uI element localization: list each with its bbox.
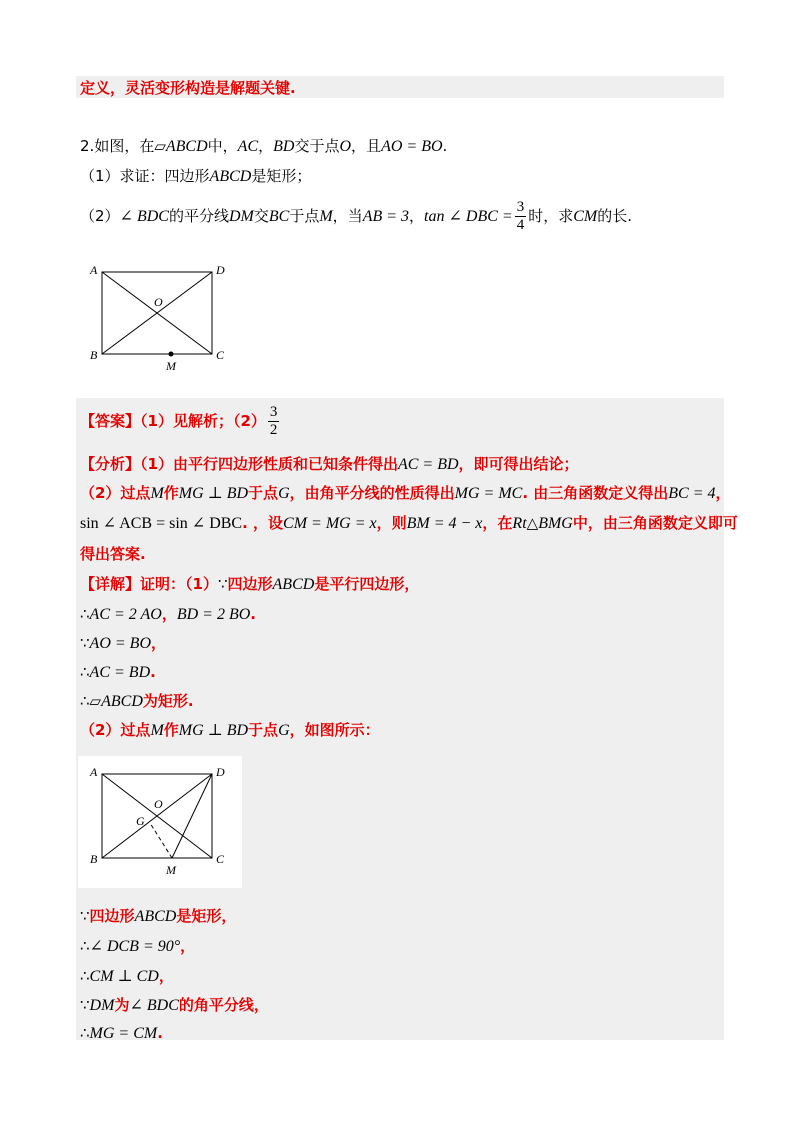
frac-numerator: 3 [516, 199, 525, 215]
problem-text: 时，求 [528, 207, 574, 225]
math-sin-equation: sin ∠ ACB = sin ∠ DBC [80, 515, 243, 532]
math-ab-eq-3: AB = 3 [362, 208, 410, 225]
math-abcd: ABCD [272, 576, 315, 593]
problem-text: ， [409, 207, 425, 225]
label-m: M [166, 359, 176, 373]
problem-part1 [80, 166, 311, 187]
label-d: D [216, 765, 225, 779]
detail-text: ，如图所示： [289, 721, 380, 739]
analysis-text: . ，设 [242, 514, 284, 532]
math-abcd: ABCD [101, 693, 143, 710]
label-a: A [90, 765, 98, 779]
math-bmg: BMG [538, 515, 573, 532]
problem-text: （2） [80, 207, 120, 225]
fraction-three-halves [268, 404, 280, 439]
label-g: G [136, 814, 145, 828]
analysis-text: ， [715, 484, 731, 502]
problem-intro [80, 136, 447, 157]
analysis-line-3 [80, 513, 738, 534]
math-bd-eq-2bo: BD = 2 BO [176, 606, 251, 623]
detail-text: 四边形 [89, 907, 135, 925]
detail-text: ， [180, 937, 196, 955]
because-symbol: ∵ [80, 634, 90, 652]
math-abcd: ABCD [165, 138, 208, 155]
math-m: M [319, 208, 333, 225]
analysis-text: . 由三角函数定义得出 [522, 484, 669, 502]
math-angle-dcb: ∠ DCB = 90° [89, 938, 181, 955]
therefore-symbol: ∴ [80, 605, 90, 623]
math-dm: DM [228, 208, 254, 225]
label-o: O [154, 797, 163, 811]
math-angle-bdc: ∠ BDC [129, 997, 179, 1014]
detail-text: （2）过点 [80, 721, 151, 739]
problem-text: ，且 [351, 137, 382, 155]
label-a: A [90, 263, 98, 277]
analysis-text: ，在 [482, 514, 513, 532]
detail-line-7 [80, 906, 236, 927]
math-m: M [150, 722, 164, 739]
figure-rectangle-2 [84, 762, 242, 882]
math-cm-eq-mg-eq-x: CM = MG = x [283, 515, 377, 532]
perpendicular-mg [150, 823, 172, 858]
triangle-symbol: △ [526, 514, 539, 532]
math-ac-eq-bd: AC = BD [397, 456, 459, 473]
math-mg-eq-cm: MG = CM [89, 1025, 158, 1042]
analysis-text: （2）过点 [80, 484, 151, 502]
math-angle-bdc: ∠ BDC [119, 208, 169, 225]
math-mg-perp-bd: MG ⊥ BD [178, 722, 249, 739]
detail-text: ， [151, 634, 167, 652]
detail-line-10 [80, 995, 269, 1016]
analysis-text: ，则 [376, 514, 407, 532]
problem-text: ，当 [332, 207, 363, 225]
detail-line-5 [80, 691, 194, 712]
math-ac-eq-bd: AC = BD [89, 664, 151, 681]
fraction-three-quarters [515, 199, 527, 234]
detail-text: ， [158, 967, 174, 985]
label-b: B [90, 348, 98, 362]
math-ao-eq-bo: AO = BO [381, 138, 443, 155]
problem-text: 交 [253, 207, 269, 225]
problem-text: 的平分线 [168, 207, 229, 225]
math-rt: Rt [512, 515, 527, 532]
frac-denominator: 2 [269, 422, 278, 438]
detail-text: . [250, 605, 256, 623]
detail-line-8 [80, 936, 195, 957]
analysis-text: 于点 [248, 484, 279, 502]
answer-line [80, 402, 281, 440]
therefore-symbol: ∴ [80, 1024, 90, 1042]
problem-text: 是矩形； [251, 167, 312, 185]
math-mg-perp-bd: MG ⊥ BD [178, 485, 249, 502]
detail-line-3 [80, 633, 166, 654]
detail-text: 为 [114, 996, 130, 1014]
label-c: C [216, 348, 225, 362]
problem-number: 2. [80, 137, 95, 155]
problem-text: 于点 [289, 207, 320, 225]
analysis-tag: 【分析】 [80, 455, 141, 473]
math-cm-perp-cd: CM ⊥ CD [89, 968, 159, 985]
detail-text: 于点 [248, 721, 279, 739]
detail-text: . [157, 1024, 163, 1042]
math-g: G [278, 485, 290, 502]
problem-text: 交于点 [294, 137, 340, 155]
detail-text: 四边形 [227, 575, 273, 593]
problem-text: . [442, 137, 448, 155]
because-symbol: ∵ [80, 907, 90, 925]
detail-text: 证明：（1） [140, 575, 218, 593]
detail-text: 是平行四边形， [314, 575, 420, 593]
analysis-text: 作 [163, 484, 179, 502]
analysis-text: 中，由三角函数定义即可 [572, 514, 738, 532]
problem-text: 如图，在 [94, 137, 155, 155]
label-m: M [166, 863, 176, 877]
math-tan: tan ∠ DBC = [424, 208, 513, 225]
frac-numerator: 3 [269, 404, 278, 420]
because-symbol: ∵ [217, 575, 228, 593]
math-ac: AC [237, 138, 259, 155]
detail-tag: 【详解】 [80, 575, 141, 593]
therefore-symbol: ∴ [80, 663, 90, 681]
label-b: B [90, 852, 98, 866]
detail-text: . [150, 663, 156, 681]
frac-denominator: 4 [516, 217, 525, 233]
math-cm: CM [573, 208, 598, 225]
analysis-text: ，即可得出结论； [458, 455, 579, 473]
math-dm: DM [89, 997, 115, 1014]
answer-text: （1）见解析；（2） [140, 412, 266, 430]
parallelogram-symbol: ▱ [89, 692, 102, 710]
because-symbol: ∵ [80, 996, 90, 1014]
math-g: G [278, 722, 290, 739]
problem-text: ， [258, 137, 274, 155]
therefore-symbol: ∴ [80, 692, 90, 710]
label-c: C [216, 852, 225, 866]
parallelogram-symbol: ▱ [154, 137, 166, 155]
math-bc: BC [268, 208, 290, 225]
bisector-dm [172, 774, 212, 858]
math-m: M [150, 485, 164, 502]
detail-line-11 [80, 1023, 163, 1044]
problem-part2 [80, 198, 632, 235]
math-bc-eq-4: BC = 4 [668, 485, 716, 502]
label-o: O [154, 295, 163, 309]
detail-line-9 [80, 966, 174, 987]
detail-text: 为矩形. [142, 692, 194, 710]
analysis-line-4: 得出答案. [80, 545, 146, 563]
math-ac-eq-2ao: AC = 2 AO [89, 606, 162, 623]
figure-rectangle-1 [84, 258, 244, 376]
problem-text: 中， [207, 137, 238, 155]
detail-line-2 [80, 604, 256, 625]
math-bd: BD [273, 138, 295, 155]
therefore-symbol: ∴ [80, 967, 90, 985]
analysis-line-2 [80, 483, 731, 504]
math-bm: BM = 4 − x [406, 515, 483, 532]
analysis-text: ，由角平分线的性质得出 [289, 484, 455, 502]
detail-text: 的角平分线， [178, 996, 269, 1014]
math-abcd: ABCD [134, 908, 177, 925]
math-abcd: ABCD [209, 168, 252, 185]
problem-text: （1）求证：四边形 [80, 167, 210, 185]
therefore-symbol: ∴ [80, 937, 90, 955]
answer-tag: 【答案】 [80, 412, 141, 430]
detail-text: 是矩形， [176, 907, 237, 925]
analysis-text: （1）由平行四边形性质和已知条件得出 [140, 455, 398, 473]
math-o: O [339, 138, 352, 155]
top-note: 定义，灵活变形构造是解题关键. [80, 79, 296, 97]
point-m [169, 352, 174, 357]
problem-text: 的长. [597, 207, 632, 225]
detail-text: 作 [163, 721, 179, 739]
analysis-line-1 [80, 454, 579, 475]
math-mg-eq-mc: MG = MC [454, 485, 523, 502]
detail-line-1 [80, 574, 419, 595]
label-d: D [216, 263, 225, 277]
detail-line-4 [80, 662, 156, 683]
detail-line-6 [80, 720, 380, 741]
detail-text: ， [161, 605, 177, 623]
math-ao-eq-bo: AO = BO [89, 635, 151, 652]
